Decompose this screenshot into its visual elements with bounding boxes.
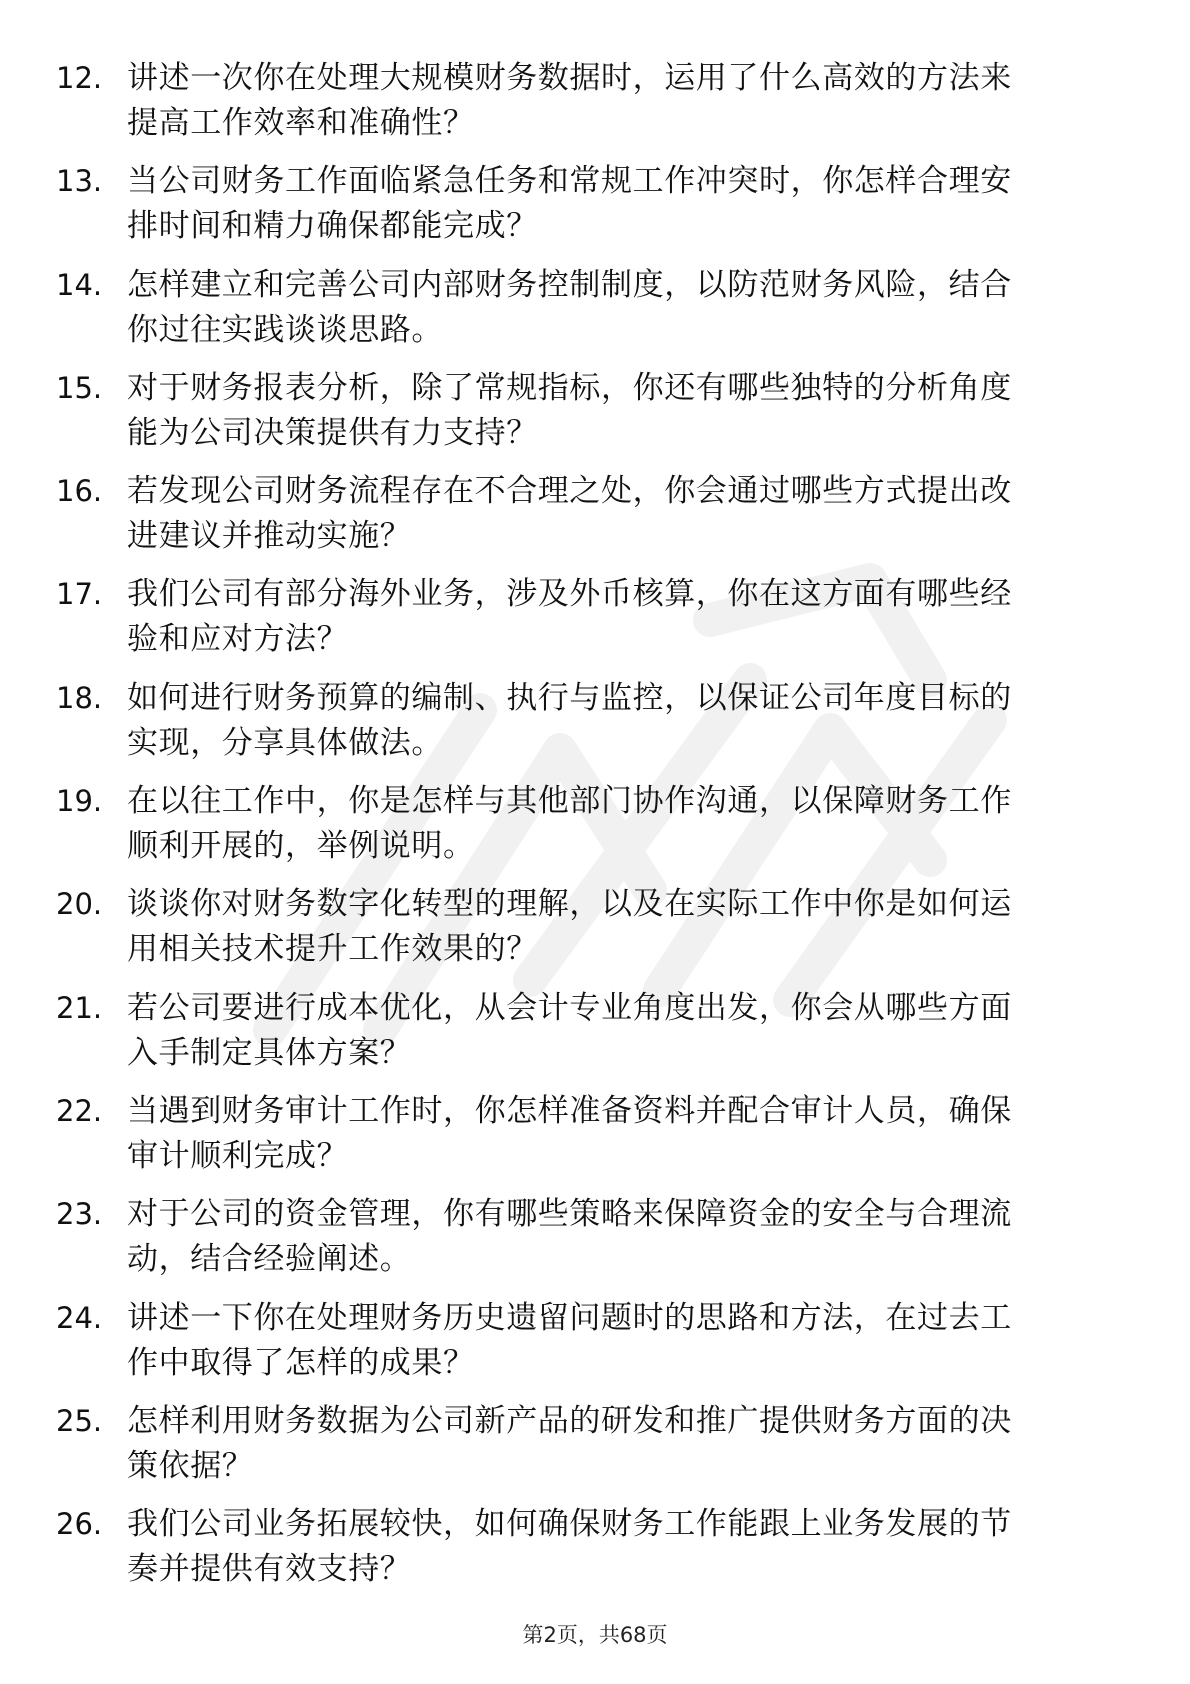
question-text-line: 当遇到财务审计工作时，你怎样准备资料并配合审计人员，确保 [127,1092,1012,1129]
question-item [0,56,1190,156]
question-number: 21. [56,990,103,1025]
question-item [0,366,1190,466]
question-text-line: 怎样建立和完善公司内部财务控制制度，以防范财务风险，结合 [127,266,1012,303]
question-number: 18. [56,680,103,715]
question-text-line: 奏并提供有效支持？ [127,1551,412,1588]
question-text-line: 作中取得了怎样的成果？ [127,1344,475,1381]
question-item [0,882,1190,982]
question-text-line: 用相关技术提升工作效果的？ [127,931,538,968]
question-item [0,469,1190,569]
question-text-line: 若发现公司财务流程存在不合理之处，你会通过哪些方式提出改 [127,473,1012,510]
question-text [127,1192,1127,1282]
question-item [0,1192,1190,1292]
question-text [127,779,1127,869]
question-number: 16. [56,474,103,509]
question-list [0,56,1190,1605]
question-text-line: 若公司要进行成本优化，从会计专业角度出发，你会从哪些方面 [127,989,1012,1026]
question-text-line: 如何进行财务预算的编制、执行与监控，以保证公司年度目标的 [127,679,1012,716]
question-item [0,779,1190,879]
question-text-line: 谈谈你对财务数字化转型的理解，以及在实际工作中你是如何运 [127,886,1012,923]
page-number: 第2页，共68页 [522,1623,668,1647]
question-number: 19. [56,784,103,819]
question-text-line: 对于财务报表分析，除了常规指标，你还有哪些独特的分析角度 [127,369,1012,406]
question-text [127,263,1127,353]
question-text-line: 策依据？ [127,1447,254,1484]
question-text-line: 你过往实践谈谈思路。 [127,311,443,348]
question-text-line: 怎样利用财务数据为公司新产品的研发和推广提供财务方面的决 [127,1402,1012,1439]
question-number: 17. [56,577,103,612]
question-item [0,1089,1190,1189]
question-number: 25. [56,1403,103,1438]
question-text-line: 在以往工作中，你是怎样与其他部门协作沟通，以保障财务工作 [127,783,1012,820]
question-number: 14. [56,267,103,302]
question-number: 13. [56,164,103,199]
question-item [0,263,1190,363]
question-number: 23. [56,1197,103,1232]
question-item [0,676,1190,776]
question-text-line: 顺利开展的，举例说明。 [127,828,475,865]
question-text [127,986,1127,1076]
question-text [127,882,1127,972]
question-item [0,986,1190,1086]
question-text-line: 验和应对方法？ [127,621,349,658]
question-text-line: 当公司财务工作面临紧急任务和常规工作冲突时，你怎样合理安 [127,163,1012,200]
question-number: 15. [56,370,103,405]
question-text-line: 进建议并推动实施？ [127,518,412,555]
question-text [127,56,1127,146]
question-text [127,676,1127,766]
question-text-line: 审计顺利完成？ [127,1137,349,1174]
question-item [0,572,1190,672]
question-item [0,1399,1190,1499]
question-text-line: 能为公司决策提供有力支持？ [127,414,538,451]
question-number: 22. [56,1093,103,1128]
question-number: 12. [56,61,103,95]
question-text [127,469,1127,559]
question-text-line: 对于公司的资金管理，你有哪些策略来保障资金的安全与合理流 [127,1196,1012,1233]
question-text-line: 动，结合经验阐述。 [127,1241,412,1278]
question-text [127,1296,1127,1386]
question-text [127,159,1127,249]
question-text-line: 提高工作效率和准确性？ [127,105,475,141]
question-text-line: 讲述一次你在处理大规模财务数据时，运用了什么高效的方法来 [127,60,1012,96]
question-number: 24. [56,1300,103,1335]
question-item [0,159,1190,259]
question-text [127,1502,1127,1592]
question-item [0,1296,1190,1396]
question-text [127,1399,1127,1489]
question-text [127,1089,1127,1179]
question-text-line: 我们公司业务拓展较快，如何确保财务工作能跟上业务发展的节 [127,1506,1012,1543]
question-text [127,572,1127,662]
question-number: 26. [56,1507,103,1542]
question-item [0,1502,1190,1602]
question-text [127,366,1127,456]
question-text-line: 我们公司有部分海外业务，涉及外币核算，你在这方面有哪些经 [127,576,1012,613]
question-text-line: 实现，分享具体做法。 [127,724,443,761]
question-text-line: 排时间和精力确保都能完成？ [127,208,538,245]
question-number: 20. [56,887,103,922]
question-text-line: 讲述一下你在处理财务历史遗留问题时的思路和方法，在过去工 [127,1299,1012,1336]
question-text-line: 入手制定具体方案？ [127,1034,412,1071]
